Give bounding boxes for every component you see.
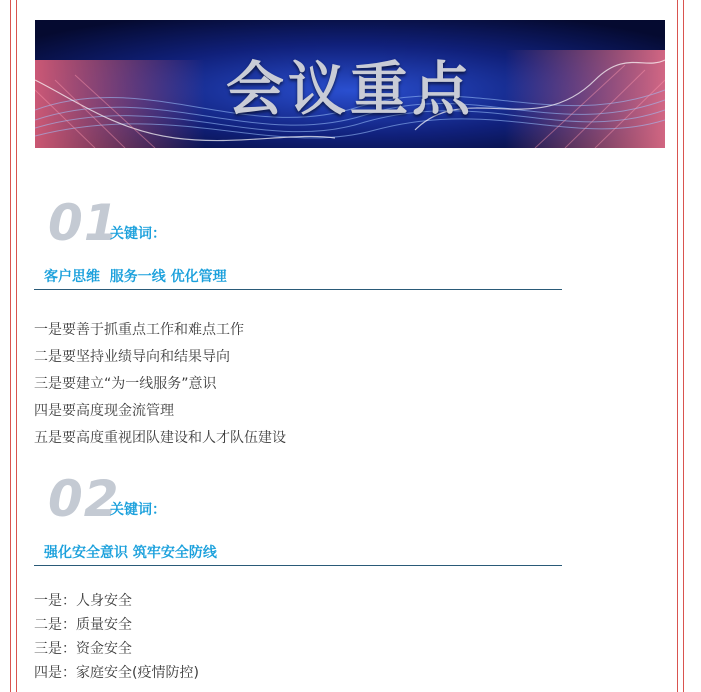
- list-item: 二是要坚持业绩导向和结果导向: [34, 349, 230, 365]
- list-item: 五是要高度重视团队建设和人才队伍建设: [34, 430, 286, 446]
- section-subtitle: 客户思维 服务一线 优化管理: [44, 269, 227, 285]
- list-item: 二是：质量安全: [34, 617, 132, 633]
- section-01-list: [34, 317, 286, 452]
- frame-border-left-inner: [16, 0, 17, 692]
- section-divider: [34, 565, 562, 566]
- list-item: 四是：家庭安全(疫情防控): [34, 665, 199, 681]
- keyword-label: 关键词：: [110, 226, 166, 242]
- section-01: [34, 194, 562, 290]
- frame-border-right-inner: [677, 0, 678, 692]
- section-subtitle: 强化安全意识 筑牢安全防线: [44, 545, 217, 561]
- section-number: 01: [48, 194, 120, 252]
- keyword-label: 关键词：: [110, 502, 166, 518]
- section-divider: [34, 289, 562, 290]
- section-number: 02: [48, 470, 120, 528]
- frame-border-left-outer: [10, 0, 11, 692]
- list-item: 四是要高度现金流管理: [34, 403, 174, 419]
- section-02-list: [34, 589, 199, 685]
- list-item: 三是要建立“为一线服务”意识: [34, 376, 217, 392]
- list-item: 一是：人身安全: [34, 593, 132, 609]
- banner-title: 会议重点: [225, 55, 474, 123]
- section-02: [34, 470, 562, 566]
- header-banner: [35, 20, 665, 148]
- frame-border-right-outer: [683, 0, 684, 692]
- list-item: 一是要善于抓重点工作和难点工作: [34, 322, 244, 338]
- list-item: 三是：资金安全: [34, 641, 132, 657]
